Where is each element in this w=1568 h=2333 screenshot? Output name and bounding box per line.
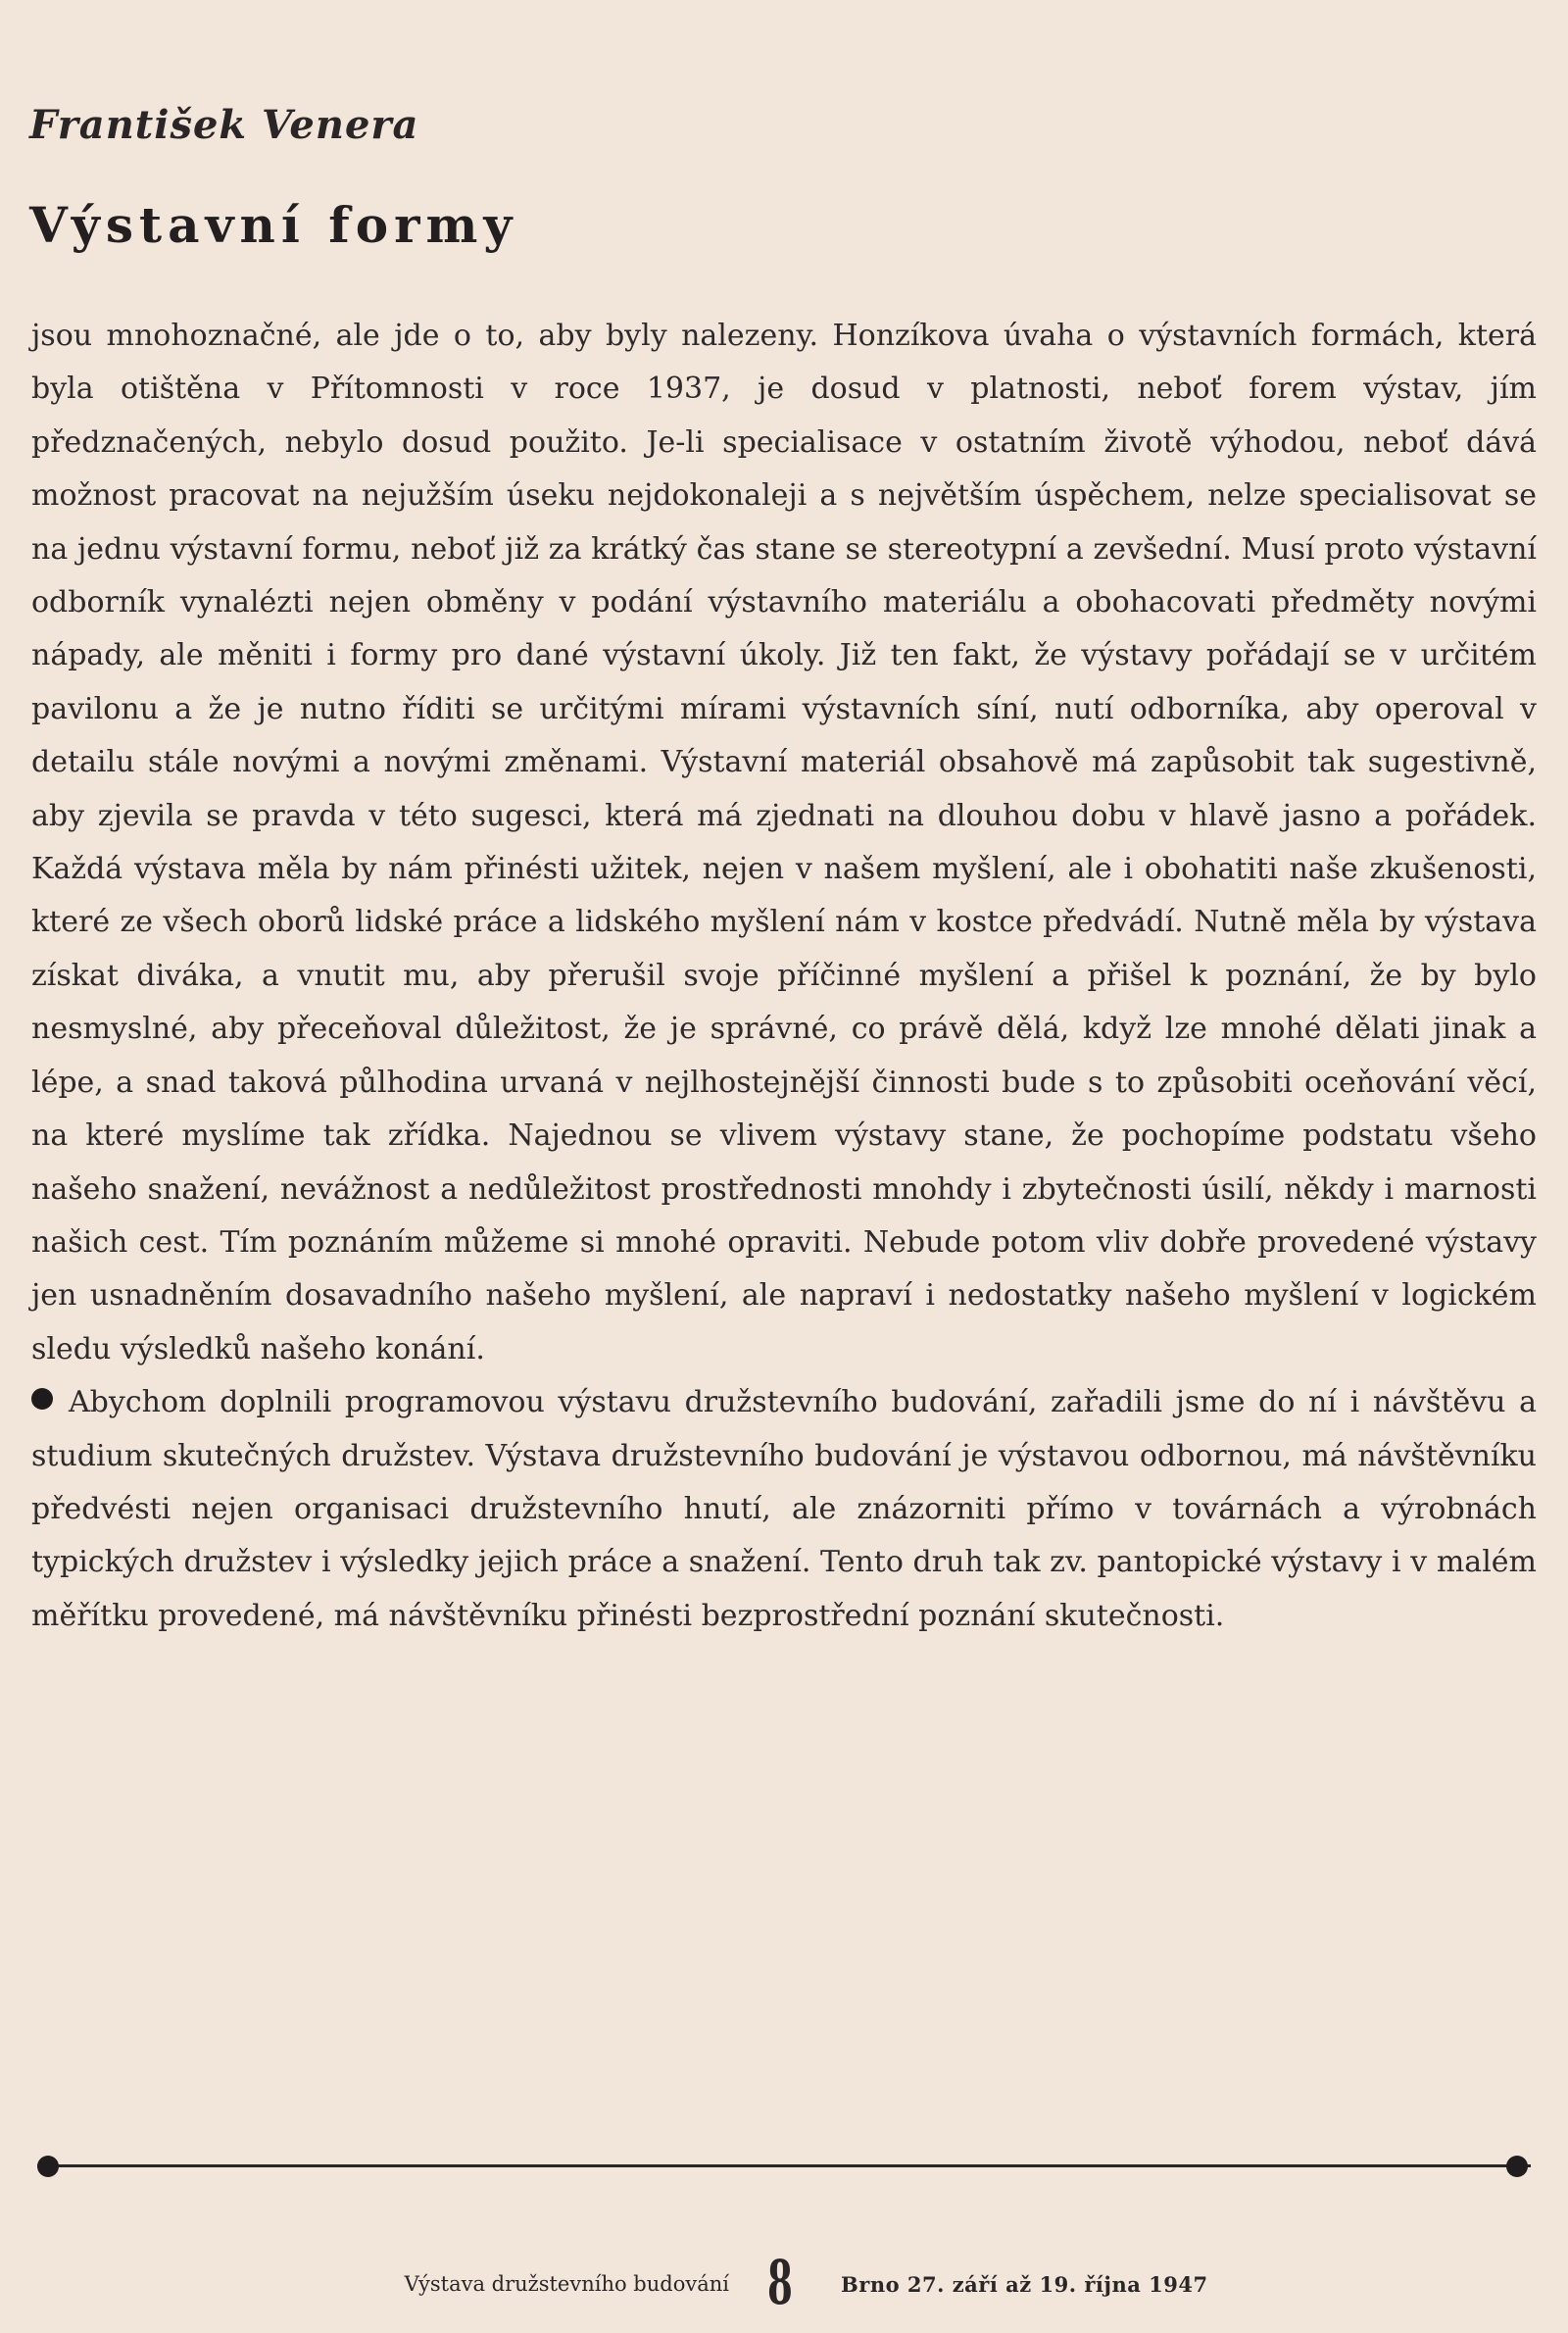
divider-dot-right-icon <box>1506 2156 1528 2177</box>
page-number: 8 <box>767 2247 793 2318</box>
article-title: Výstavní formy <box>29 196 518 254</box>
footer-dates: Brno 27. září až 19. října 1947 <box>841 2272 1208 2297</box>
article-body <box>31 310 1537 1643</box>
paragraph-2 <box>31 1376 1537 1643</box>
footer-publication: Výstava družstevního budování <box>404 2272 729 2296</box>
footer-divider-line <box>37 2164 1531 2167</box>
author-name: František Venera <box>29 102 419 148</box>
paragraph-1: jsou mnohoznačné, ale jde o to, aby byly nalezeny. Honzíkova úvaha o výstavních formách, která byla otištěna v Přítomnosti v roce 1937, je dosud v platnosti, neboť forem výstav, jím předznačených, nebylo dosud použito. Je-li specialisace v ostatním životě výhodou, neboť dává možnost pracovat na nejužším úseku nejdokonaleji a s největším úspěchem, nelze specialisovat se na jednu výstavní formu, neboť již za krátký čas stane se stereotypní a zevšední. Musí proto výstavní odborník vynalézti nejen obměny v podání výstavního materiálu a obohacovati předměty novými nápady, ale měniti i formy pro dané výstavní úkoly. Již ten fakt, že výstavy pořádají se v určitém pavilonu a že je nutno říditi se určitými mírami výstavních síní, nutí odborníka, aby operoval v detailu stále novými a novými změnami. Výstavní materiál obsahově má zapůsobit tak sugestivně, aby zjevila se pravda v této sugesci, která má zjednati na dlouhou dobu v hlavě jasno a pořádek. Každá výstava měla by nám přinésti užitek, nejen v našem myšlení, ale i obohatiti naše zkušenosti, které ze všech oborů lidské práce a lidského myšlení nám v kostce předvádí. Nutně měla by výstava získat diváka, a vnutit mu, aby přerušil svoje příčinné myšlení a přišel k poznání, že by bylo nesmyslné, aby přeceňoval důležitost, že je správné, co právě dělá, když lze mnohé dělati jinak a lépe, a snad taková půlhodina urvaná v nejlhostejnější činnosti bude s to způsobiti oceňování věcí, na které myslíme tak zřídka. Najednou se vlivem výstavy stane, že pochopíme podstatu všeho našeho snažení, nevážnost a nedůležitost prostřednosti mnohdy i zbytečnosti úsilí, někdy i marnosti našich cest. Tím poznáním můžeme si mnohé opraviti. Nebude potom vliv dobře provedené výstavy jen usnadněním dosavadního našeho myšlení, ale napraví i nedostatky našeho myšlení v logickém sledu výsledků našeho konání. <box>31 319 1537 1366</box>
page-footer <box>0 2247 1568 2318</box>
paragraph-2-text: Abychom doplnili programovou výstavu družstevního budování, zařadili jsme do ní i návštěvu a studium skutečných družstev. Výstava družstevního budování je výstavou odbornou, má návštěvníku předvésti nejen organisaci družstevního hnutí, ale znázorniti přímo v továrnách a výrobnách typických družstev i výsledky jejich práce a snažení. Tento druh tak zv. pantopické výstavy i v malém měřítku provedené, má návštěvníku přinésti bezprostřední poznání skutečnosti. <box>31 1385 1537 1633</box>
bullet-icon <box>31 1388 53 1410</box>
divider-dot-left-icon <box>37 2156 59 2177</box>
